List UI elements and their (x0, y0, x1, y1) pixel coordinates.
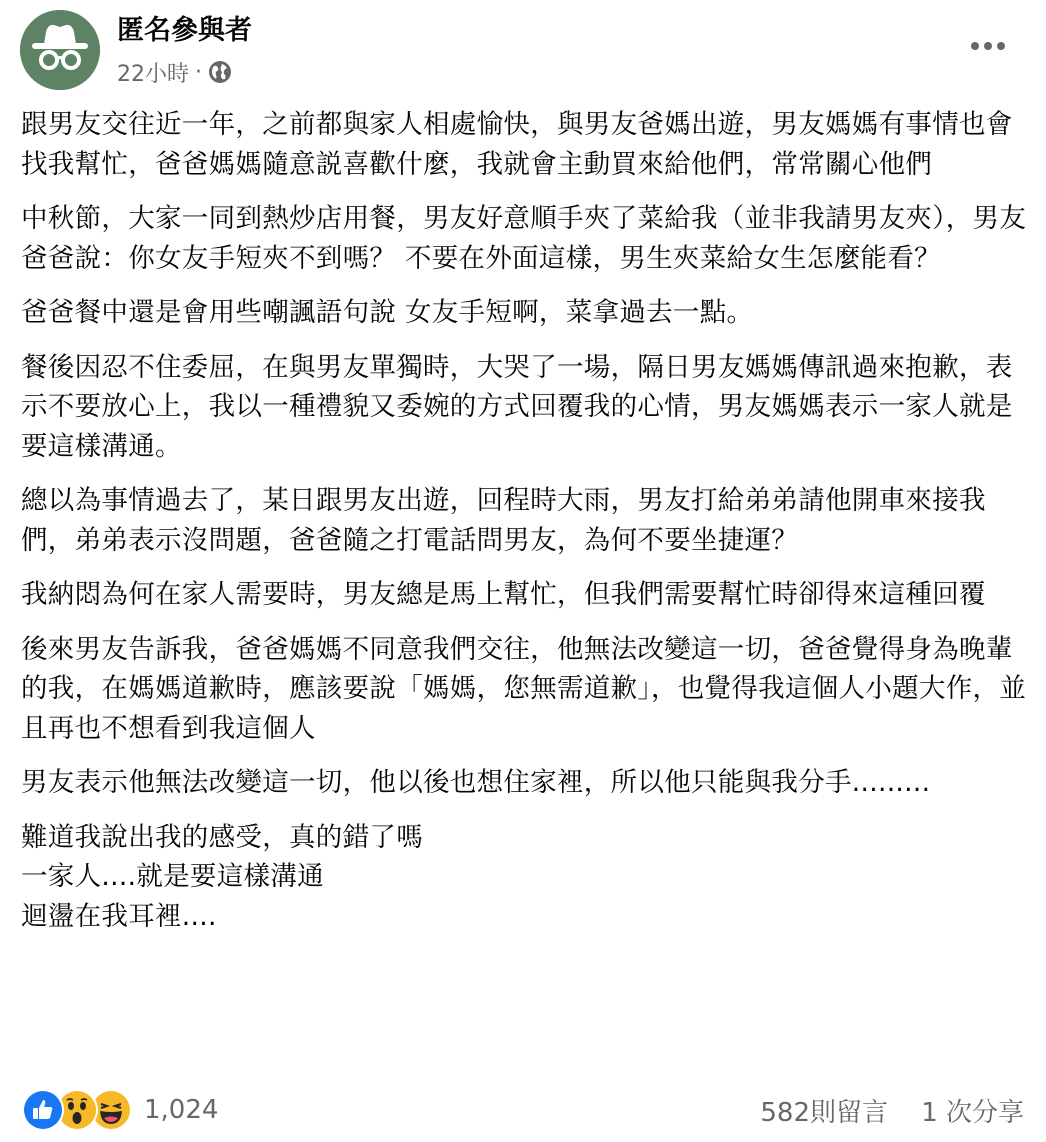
post-body (21, 105, 1031, 951)
post-paragraph: 後來男友告訴我，爸爸媽媽不同意我們交往，他無法改變這一切，爸爸覺得身為晚輩的我，在媽媽道歉時，應該要說「媽媽，您無需道歉」，也覺得我這個人小題大作，並且再也不想看到我這個人 (21, 633, 1027, 744)
reaction-count: 1,024 (144, 1095, 219, 1125)
comments-count-link[interactable]: 582則留言 (760, 1098, 888, 1128)
anonymous-incognito-icon (20, 10, 100, 90)
post-paragraph: 男友表示他無法改變這一切，他以後也想住家裡，所以他只能與我分手......... (21, 767, 931, 798)
post-paragraph: 餐後因忍不住委屈，在與男友單獨時，大哭了一場，隔日男友媽媽傳訊過來抱歉，表示不要放心上，我以一種禮貌又委婉的方式回覆我的心情，男友媽媽表示一家人就是要這樣溝通。 (21, 351, 1013, 462)
meta-separator: · (195, 59, 202, 85)
post-paragraph: 爸爸餐中還是會用些嘲諷語句說 女友手短啊，菜拿過去一點。 (21, 297, 754, 328)
post-paragraph: 難道我說出我的感受，真的錯了嗎 一家人....就是要這樣溝通 迴盪在我耳裡.... (21, 821, 423, 932)
more-options-button[interactable] (960, 28, 1016, 64)
author-name[interactable]: 匿名參與者 (117, 15, 252, 46)
post-paragraph: 我納悶為何在家人需要時，男友總是馬上幫忙，但我們需要幫忙時卻得來這種回覆 (21, 579, 986, 610)
post-paragraph: 跟男友交往近一年，之前都與家人相處愉快，與男友爸媽出遊，男友媽媽有事情也會找我幫忙，爸爸媽媽隨意説喜歡什麼，我就會主動買來給他們，常常關心他們 (21, 109, 1013, 180)
post-footer (0, 1086, 1046, 1132)
reactions-summary[interactable] (22, 1090, 218, 1130)
more-options-icon (970, 41, 1006, 51)
post-meta (117, 57, 232, 87)
globe-icon (208, 60, 232, 84)
post-paragraph: 中秋節，大家一同到熱炒店用餐，男友好意順手夾了菜給我（並非我請男友夾），男友爸爸說：你女友手短夾不到嗎？ 不要在外面這樣，男生夾菜給女生怎麼能看？ (21, 203, 1027, 274)
like-icon (22, 1089, 64, 1131)
post-header (0, 0, 1046, 100)
avatar[interactable] (20, 10, 100, 90)
shares-count-link[interactable]: 1 次分享 (921, 1098, 1024, 1128)
post-paragraph: 總以為事情過去了，某日跟男友出遊，回程時大雨，男友打給弟弟請他開車來接我們，弟弟表示沒問題，爸爸隨之打電話問男友，為何不要坐捷運？ (21, 485, 986, 556)
post-timestamp[interactable]: 22小時 (117, 61, 189, 87)
